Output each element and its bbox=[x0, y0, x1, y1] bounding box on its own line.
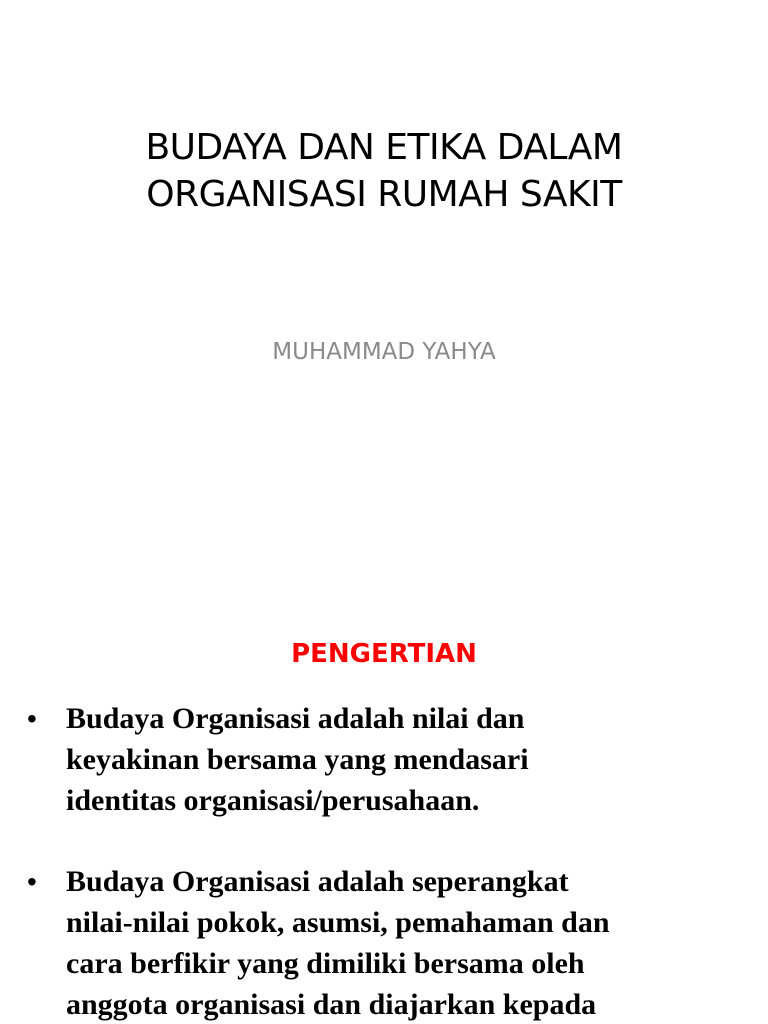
bullet-item bbox=[0, 698, 768, 821]
bullet-dot-icon: • bbox=[27, 703, 37, 734]
bullet-line: identitas organisasi/perusahaan. bbox=[66, 784, 480, 817]
bullet-line: cara berfikir yang dimiliki bersama oleh bbox=[66, 947, 585, 980]
slide-title bbox=[0, 124, 768, 218]
section-heading: PENGERTIAN bbox=[291, 639, 477, 669]
bullet-line: anggota organisasi dan diajarkan kepada bbox=[66, 988, 597, 1021]
bullet-dot-icon: • bbox=[27, 866, 37, 897]
bullet-item bbox=[0, 861, 768, 1024]
bullet-list bbox=[0, 698, 768, 1024]
bullet-line: keyakinan bersama yang mendasari bbox=[66, 743, 529, 776]
bullet-line: Budaya Organisasi adalah seperangkat bbox=[66, 865, 569, 898]
content-slide bbox=[0, 576, 768, 1024]
slide-title-line-2: ORGANISASI RUMAH SAKIT bbox=[146, 174, 622, 215]
bullet-line: Budaya Organisasi adalah nilai dan bbox=[66, 702, 525, 735]
author-name: MUHAMMAD YAHYA bbox=[272, 339, 496, 365]
bullet-line: nilai-nilai pokok, asumsi, pemahaman dan bbox=[66, 906, 610, 939]
slide-title-line-1: BUDAYA DAN ETIKA DALAM bbox=[145, 127, 623, 168]
